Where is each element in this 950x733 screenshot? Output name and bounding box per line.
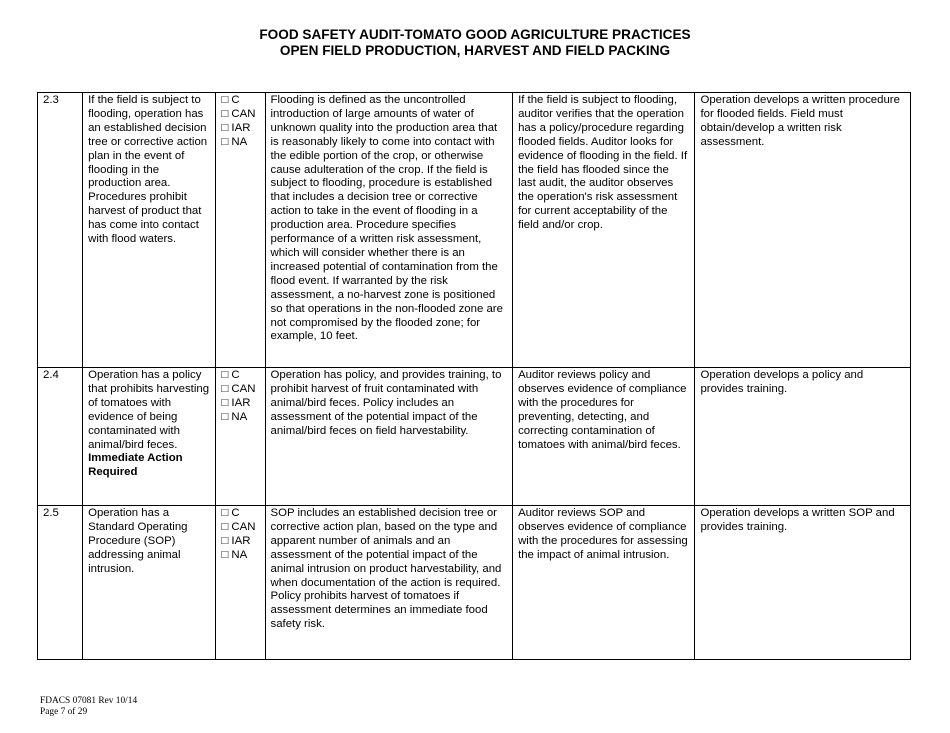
question-text: If the field is subject to flooding, operation has an established decision tree or corrective action plan in the event of flooding in the production area. Procedures prohibit harvest of product that has come into contact with flood waters. bbox=[88, 94, 208, 246]
option-iar[interactable]: □ IAR bbox=[221, 121, 251, 134]
page-title bbox=[0, 27, 950, 59]
table-row bbox=[38, 93, 911, 368]
row-explanation: Flooding is defined as the uncontrolled introduction of large amounts of water of unknown quality into the production area that is reasonably likely to come into contact with the edible portion of the crop, or otherwise cause adulteration of the crop. If the field is subject to flooding, procedure is established that includes a decision tree or corrective action to take in the event of flooding in a production area. Procedure specifies performance of a written risk assessment, which will consider whether there is an increased potential of contamination from the flood event. If warranted by the risk assessment, a no-harvest zone is positioned so that operations in the non-flooded zone are not compromised by the flooded zone; for example, 10 feet. bbox=[265, 93, 513, 368]
question-text: Operation has a Standard Operating Procedure (SOP) addressing animal intrusion. bbox=[88, 507, 188, 575]
option-iar[interactable]: □ IAR bbox=[221, 396, 251, 409]
form-id: FDACS 07081 Rev 10/14 bbox=[40, 696, 138, 706]
row-id: 2.5 bbox=[38, 506, 83, 660]
row-options bbox=[216, 368, 265, 506]
option-iar[interactable]: □ IAR bbox=[221, 534, 251, 547]
title-line-2: OPEN FIELD PRODUCTION, HARVEST AND FIELD PACKING bbox=[279, 43, 671, 58]
title-line-1: FOOD SAFETY AUDIT-TOMATO GOOD AGRICULTURE PRACTICES bbox=[259, 27, 691, 42]
option-c[interactable]: □ C bbox=[221, 507, 240, 519]
question-text: Operation has a policy that prohibits harvesting of tomatoes with evidence of being contaminated with animal/bird feces. bbox=[88, 369, 210, 451]
row-question bbox=[83, 506, 216, 660]
row-question bbox=[83, 93, 216, 368]
row-corrective-action: Operation develops a policy and provides training. bbox=[695, 368, 911, 506]
row-verification: Auditor reviews policy and observes evidence of compliance with the procedures for preventing, detecting, and correcting contamination of tomatoes with animal/bird feces. bbox=[513, 368, 695, 506]
page-footer bbox=[40, 696, 137, 718]
row-id: 2.4 bbox=[38, 368, 83, 506]
table-row bbox=[38, 368, 911, 506]
row-options bbox=[216, 93, 265, 368]
immediate-action-label: Immediate Action Required bbox=[88, 452, 183, 479]
option-can[interactable]: □ CAN bbox=[221, 520, 256, 533]
option-c[interactable]: □ C bbox=[221, 94, 240, 106]
table-row bbox=[38, 506, 911, 660]
row-corrective-action: Operation develops a written procedure for flooded fields. Field must obtain/develop a written risk assessment. bbox=[695, 93, 911, 368]
audit-table bbox=[37, 92, 911, 660]
option-can[interactable]: □ CAN bbox=[221, 107, 256, 120]
row-verification: Auditor reviews SOP and observes evidence of compliance with the procedures for assessing the impact of animal intrusion. bbox=[513, 506, 695, 660]
row-corrective-action: Operation develops a written SOP and provides training. bbox=[695, 506, 911, 660]
option-na[interactable]: □ NA bbox=[221, 548, 248, 561]
row-explanation: Operation has policy, and provides training, to prohibit harvest of fruit contaminated with animal/bird feces. Policy includes an assessment of the potential impact of the animal/bird feces on field harvestability. bbox=[265, 368, 513, 506]
option-na[interactable]: □ NA bbox=[221, 135, 248, 148]
page-number: Page 7 of 29 bbox=[40, 707, 88, 717]
row-id: 2.3 bbox=[38, 93, 83, 368]
option-na[interactable]: □ NA bbox=[221, 410, 248, 423]
option-can[interactable]: □ CAN bbox=[221, 382, 256, 395]
option-c[interactable]: □ C bbox=[221, 369, 240, 381]
row-options bbox=[216, 506, 265, 660]
row-explanation: SOP includes an established decision tree or corrective action plan, based on the type and apparent number of animals and an assessment of the potential impact of the animal intrusion on product harvestability, and when documentation of the action is required. Policy prohibits harvest of tomatoes if assessment determines an immediate food safety risk. bbox=[265, 506, 513, 660]
row-verification: If the field is subject to flooding, auditor verifies that the operation has a policy/procedure regarding flooded fields. Auditor looks for evidence of flooding in the field. If the field has flooded since the last audit, the auditor observes the operation's risk assessment for current acceptability of the field and/or crop. bbox=[513, 93, 695, 368]
row-question bbox=[83, 368, 216, 506]
